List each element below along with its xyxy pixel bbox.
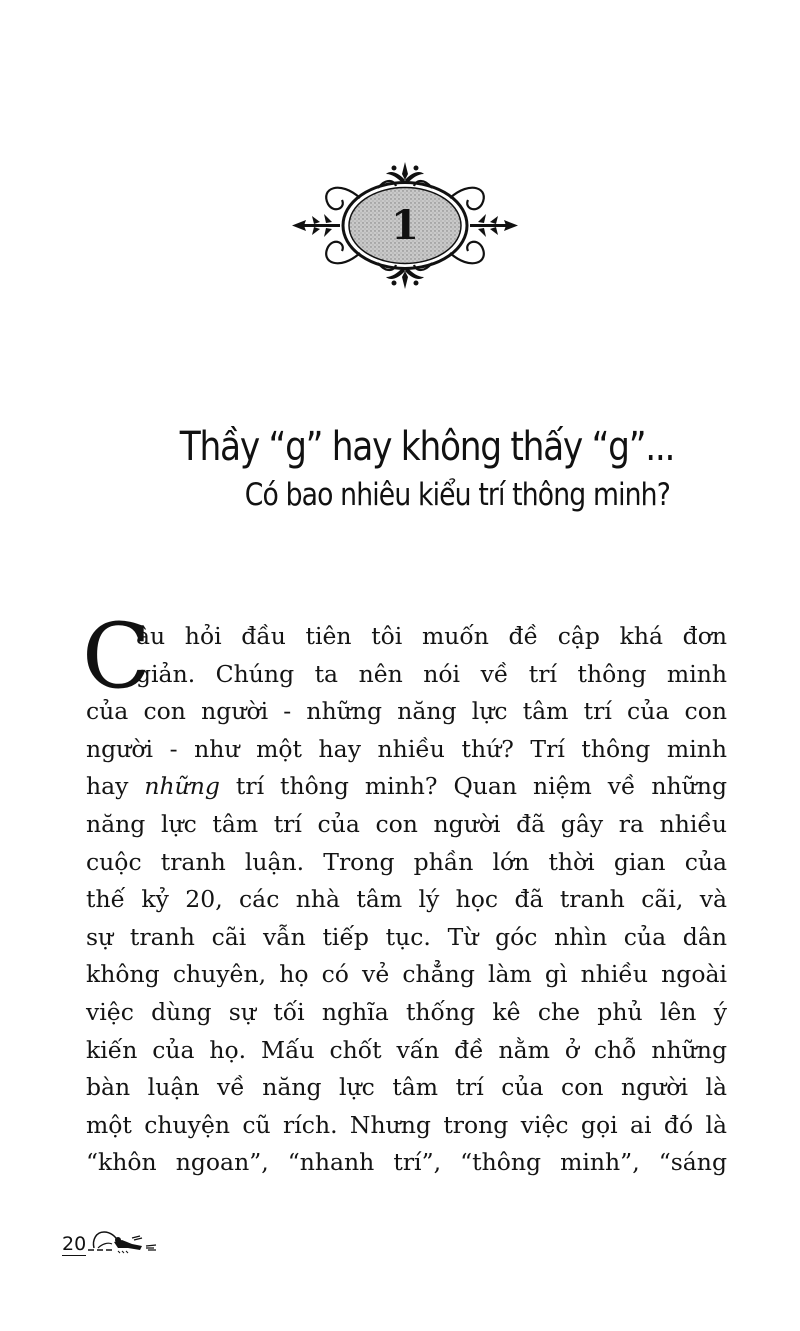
text-line: không chuyên, họ có vẻ chẳng làm gì nhiều ngoài [86,960,727,989]
page-footer [62,1226,168,1256]
text-line: sự tranh cãi vẫn tiếp tục. Từ góc nhìn của dân [86,922,727,951]
text-line: “khôn ngoan”, “nhanh trí”, “thông minh”, “sáng [86,1148,727,1177]
text-line: cuộc tranh luận. Trong phần lớn thời gian của [86,847,727,876]
reclining-figure-ornament-icon [88,1226,168,1256]
chapter-ornament [290,158,520,293]
chapter-number: 1 [391,202,419,249]
chapter-title [100,422,675,516]
text-line: việc dùng sự tối nghĩa thống kê che phủ lên ý [86,997,727,1026]
text-line: người - như một hay nhiều thứ? Trí thông minh [86,734,727,763]
text-line: hay những trí thông minh? Quan niệm về những [86,772,727,801]
text-line: bàn luận về năng lực tâm trí của con người là [86,1073,727,1102]
text-line: của con người - những năng lực tâm trí của con [86,697,727,726]
text-line: âu hỏi đầu tiên tôi muốn đề cập khá đơn [136,622,727,650]
body-paragraph [82,604,727,1182]
drop-cap: C [82,604,151,709]
emphasis-text: những [144,772,220,801]
text-line: một chuyện cũ rích. Nhưng trong việc gọi ai đó là [86,1110,727,1139]
text-line: giản. Chúng ta nên nói về trí thông minh [136,659,727,688]
chapter-title-line-1: Thầy “g” hay không thấy “g”... [179,424,675,470]
chapter-subtitle: Có bao nhiêu kiểu trí thông minh? [244,477,670,513]
text-line: thế kỷ 20, các nhà tâm lý học đã tranh cãi, và [86,885,727,914]
page-number: 20 [62,1233,87,1255]
text-line: năng lực tâm trí của con người đã gây ra nhiều [86,809,727,838]
text-line: kiến của họ. Mấu chốt vấn đề nằm ở chỗ những [86,1035,727,1064]
